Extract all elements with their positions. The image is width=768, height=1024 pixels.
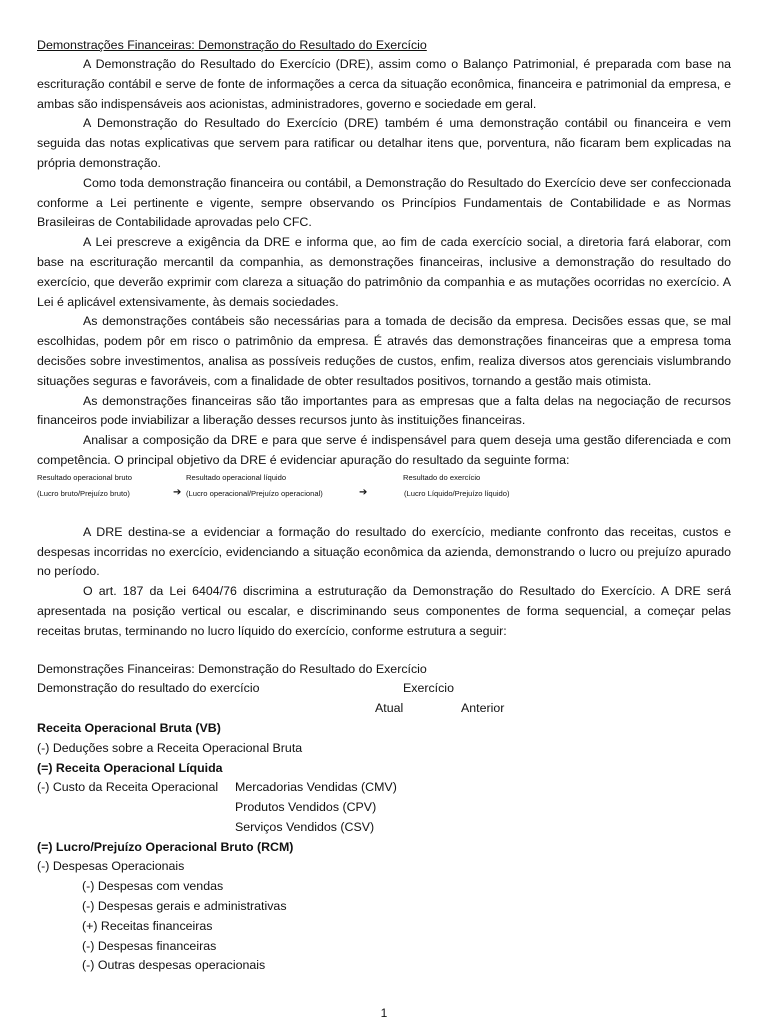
dre-row-sub-label: (-) Despesas com vendas bbox=[82, 879, 224, 894]
dre-row-label: (-) Deduções sobre a Receita Operacional Bruta bbox=[37, 740, 303, 755]
dre-heading-line bbox=[37, 660, 731, 680]
dre-row bbox=[37, 778, 731, 798]
arrow-right-icon: ➔ bbox=[173, 486, 182, 498]
flow-operating-value: (Lucro operacional/Prejuízo operacional) bbox=[186, 488, 323, 498]
dre-row bbox=[37, 897, 731, 917]
flow-net-value: (Lucro Líquido/Prejuízo líquido) bbox=[404, 488, 510, 498]
dre-row-sub-label: (-) Outras despesas operacionais bbox=[82, 958, 266, 973]
dre-row bbox=[37, 937, 731, 957]
page-number: 1 bbox=[380, 1006, 388, 1020]
dre-row-sub-label: (-) Despesas gerais e administrativas bbox=[82, 899, 287, 914]
dre-row-sub-label: (+) Receitas financeiras bbox=[82, 918, 213, 933]
dre-row bbox=[37, 917, 731, 937]
dre-row bbox=[37, 956, 731, 976]
dre-row-label: (=) Receita Operacional Líquida bbox=[37, 760, 223, 775]
dre-row bbox=[37, 818, 731, 838]
paragraph: Analisar a composição da DRE e para que serve é indispensável para quem deseja uma gestão diferenciada e com competência. O principal objetivo da DRE é evidenciar apuração do resultado da seguinte forma: bbox=[37, 433, 731, 467]
dre-row-sub-label: (-) Despesas financeiras bbox=[82, 938, 217, 953]
flow-operating-label: Resultado operacional líquido bbox=[186, 472, 287, 482]
paragraph: As demonstrações financeiras são tão importantes para as empresas que a falta delas na negociação de recursos financeiros pode inviabilizar a liberação desses recursos junto às instituições financeiras. bbox=[37, 393, 731, 428]
column-atual: Atual bbox=[375, 701, 404, 716]
paragraph: A Demonstração do Resultado do Exercício (DRE) também é uma demonstração contábil ou financeira e vem seguida das notas explicativas que servem para ratificar ou detalhar itens que, porventura, não ficaram bem explicadas na própria demonstração. bbox=[37, 116, 731, 170]
dre-row-label: (-) Despesas Operacionais bbox=[37, 859, 185, 874]
dre-subheading-line bbox=[37, 679, 731, 699]
dre-row bbox=[37, 877, 731, 897]
document-body bbox=[37, 36, 731, 976]
column-anterior: Anterior bbox=[461, 701, 505, 716]
flow-net-label: Resultado do exercício bbox=[403, 472, 481, 482]
spacer bbox=[37, 509, 731, 523]
dre-row-detail: Serviços Vendidos (CSV) bbox=[235, 819, 375, 834]
dre-row bbox=[37, 798, 731, 818]
dre-heading: Demonstrações Financeiras: Demonstração do Resultado do Exercício bbox=[37, 661, 427, 676]
column-exercicio: Exercício bbox=[403, 681, 454, 696]
document-title: Demonstrações Financeiras: Demonstração do Resultado do Exercício bbox=[37, 38, 427, 52]
arrow-right-icon: ➔ bbox=[359, 486, 368, 498]
paragraph: Como toda demonstração financeira ou contábil, a Demonstração do Resultado do Exercício deve ser confeccionada conforme a Lei pertinente e vigente, sempre observando os Princípios Fundamentais de Contabilidade e as Normas Brasileiras de Contabilidade aprovadas pelo CFC. bbox=[37, 175, 731, 230]
flow-gross-value: (Lucro bruto/Prejuízo bruto) bbox=[37, 488, 130, 498]
dre-structure bbox=[37, 660, 731, 977]
dre-row-label: (-) Custo da Receita Operacional bbox=[37, 780, 219, 795]
paragraph: A Lei prescreve a exigência da DRE e informa que, ao fim de cada exercício social, a diretoria fará elaborar, com base na escrituração mercantil da companhia, as demonstrações financeiras, inclusive a demonstração do resultado do exercício, que deverão exprimir com clareza a situação do patrimônio da companhia e as mutações ocorridas no exercício. A Lei é aplicável extensivamente, às demais sociedades. bbox=[37, 235, 731, 309]
flow-gross-label: Resultado operacional bruto bbox=[37, 472, 132, 482]
result-flow bbox=[37, 471, 731, 509]
dre-subheading: Demonstração do resultado do exercício bbox=[37, 681, 260, 696]
dre-row bbox=[37, 857, 731, 877]
paragraph: As demonstrações contábeis são necessárias para a tomada de decisão da empresa. Decisões essas que, se mal escolhidas, podem pôr em risco o patrimônio da empresa. É através das demonstrações financeiras que a empresa toma decisões sobre investimentos, analisa as possíveis reduções de custos, enfim, realiza diversos atos gerenciais vislumbrando situações seguras e favoráveis, com a finalidade de obter resultados positivos, tornando a gestão mais otimista. bbox=[37, 314, 731, 388]
paragraph: A DRE destina-se a evidenciar a formação do resultado do exercício, mediante confronto das receitas, custos e despesas incorridas no exercício, evidenciando a situação econômica da azienda, demonstrando o lucro ou prejuízo apurado no período. bbox=[37, 524, 731, 579]
dre-row-detail: Produtos Vendidos (CPV) bbox=[235, 800, 377, 815]
dre-row bbox=[37, 759, 731, 779]
spacer bbox=[37, 642, 731, 660]
dre-row-label: Receita Operacional Bruta (VB) bbox=[37, 720, 221, 735]
paragraph: O art. 187 da Lei 6404/76 discrimina a estruturação da Demonstração do Resultado do Exercício. A DRE será apresentada na posição vertical ou escalar, e discriminando seus componentes de forma sequencial, a começar pelas receitas brutas, terminando no lucro líquido do exercício, conforme estrutura a seguir: bbox=[37, 584, 731, 638]
dre-columns-line bbox=[37, 699, 731, 719]
dre-row bbox=[37, 719, 731, 739]
paragraph: A Demonstração do Resultado do Exercício (DRE), assim como o Balanço Patrimonial, é preparada com base na escrituração contábil e serve de fonte de informações a cerca da situação econômica, financeira e patrimonial da empresa, e ambas são indispensáveis aos acionistas, administradores, governo e sociedade em geral. bbox=[37, 57, 731, 111]
dre-row bbox=[37, 739, 731, 759]
dre-row bbox=[37, 838, 731, 858]
dre-row-label: (=) Lucro/Prejuízo Operacional Bruto (RCM) bbox=[37, 839, 294, 854]
dre-row-detail: Mercadorias Vendidas (CMV) bbox=[235, 780, 397, 795]
